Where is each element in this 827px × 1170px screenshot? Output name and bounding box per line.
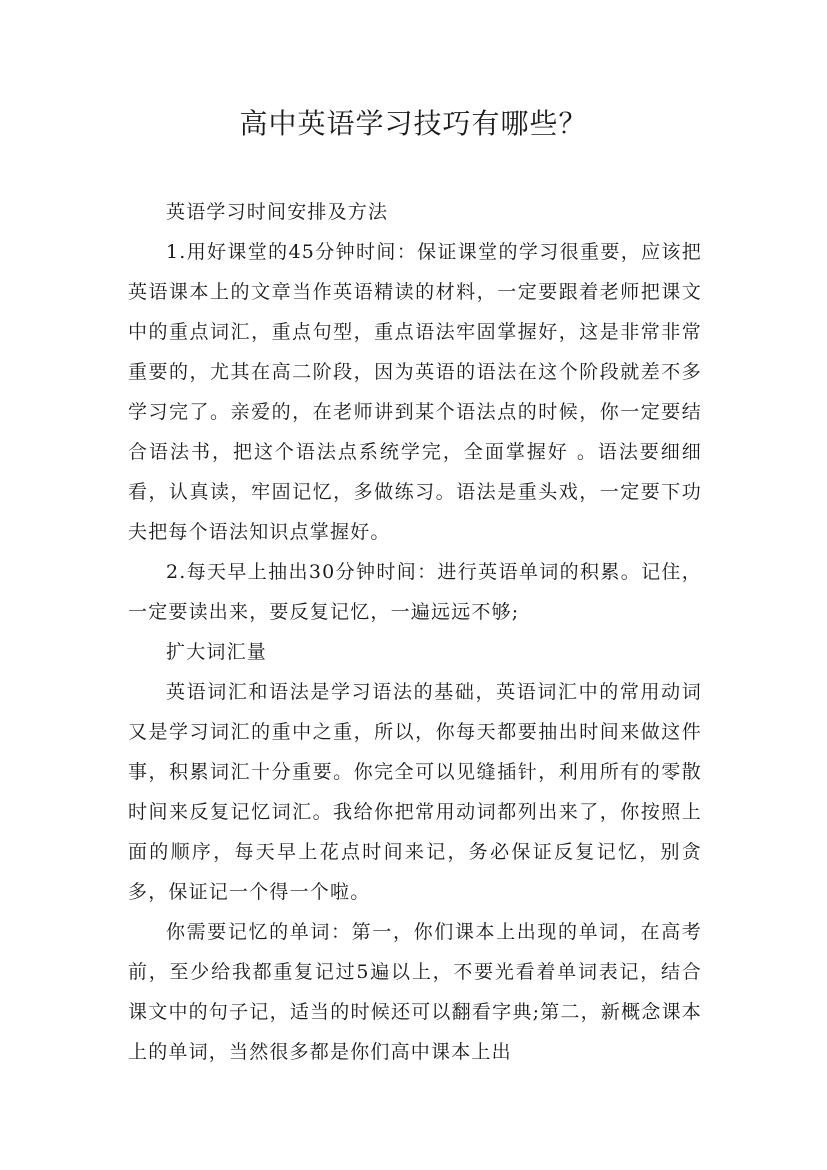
document-title: 高中英语学习技巧有哪些？ [239,107,588,140]
document-body [128,192,702,1072]
paragraph-vocabulary-grammar: 英语词汇和语法是学习语法的基础，英语词汇中的常用动词又是学习词汇的重中之重，所以，你每天都要抽出时间来做这件事，积累词汇十分重要。你完全可以见缝插针，利用所有的零散时间来反复记忆词汇。我给你把常用动词都列出来了，你按照上面的顺序，每天早上花点时间来记，务必保证反复记忆，别贪多，保证记一个得一个啦。 [128,681,702,903]
paragraph-words-to-memorize: 你需要记忆的单词：第一，你们课本上出现的单词，在高考前，至少给我都重复记过5遍以上，不要光看着单词表记，结合课文中的句子记，适当的时候还可以翻看字典;第二，新概念课本上的单词，当然很多都是你们高中课本上出 [128,921,702,1063]
section-heading-study-schedule: 英语学习时间安排及方法 [166,201,389,223]
section-heading-expand-vocabulary: 扩大词汇量 [166,641,268,663]
paragraph-classroom-time: 1.用好课堂的45分钟时间：保证课堂的学习很重要，应该把英语课本上的文章当作英语精读的材料，一定要跟着老师把课文中的重点词汇，重点句型，重点语法牢固掌握好，这是非常非常重要的，尤其在高二阶段，因为英语的语法在这个阶段就差不多学习完了。亲爱的，在老师讲到某个语法点的时候，你一定要结合语法书，把这个语法点系统学完，全面掌握好 。语法要细细看，认真读，牢固记忆，多做练习。语法是重头戏，一定要下功夫把每个语法知识点掌握好。 [128,241,702,543]
paragraph-morning-vocabulary: 2.每天早上抽出30分钟时间：进行英语单词的积累。记住，一定要读出来，要反复记忆，一遍远远不够; [128,561,702,623]
